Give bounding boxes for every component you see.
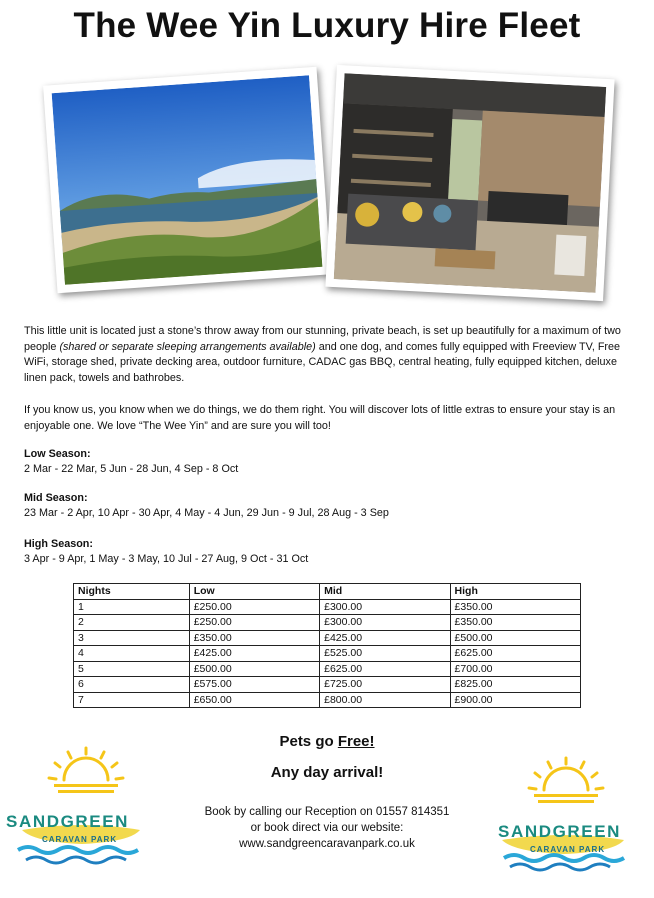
beach-photo xyxy=(43,67,331,294)
header-nights: Nights xyxy=(74,584,190,600)
description-paragraph-2: If you know us, you know when we do things, we do them right. You will discover lots of little extras to ensure your stay is an enjoyable one. We love “The Wee Yin” and are sure you will too! xyxy=(24,404,616,432)
description-italic-note: (shared or separate sleeping arrangements available) xyxy=(59,340,316,353)
pets-free-line xyxy=(160,733,494,750)
cell-high: £350.00 xyxy=(450,615,580,631)
pets-prefix: Pets go xyxy=(279,733,338,750)
contact-block xyxy=(160,804,494,852)
logo-sub: CARAVAN PARK xyxy=(42,835,118,844)
cell-mid: £625.00 xyxy=(320,661,450,677)
mid-season-dates: 23 Mar - 2 Apr, 10 Apr - 30 Apr, 4 May - 4 Jun, 29 Jun - 9 Jul, 28 Aug - 3 Sep xyxy=(24,507,389,519)
interior-photo xyxy=(325,65,614,301)
mid-season-label: Mid Season: xyxy=(24,492,88,504)
cell-low: £575.00 xyxy=(189,677,319,693)
table-row xyxy=(74,630,581,646)
high-season-dates: 3 Apr - 9 Apr, 1 May - 3 May, 10 Jul - 27 Aug, 9 Oct - 31 Oct xyxy=(24,553,309,565)
cell-low: £500.00 xyxy=(189,661,319,677)
cell-mid: £300.00 xyxy=(320,615,450,631)
sun-icon xyxy=(4,742,162,870)
cell-nights: 6 xyxy=(74,677,190,693)
header-low: Low xyxy=(189,584,319,600)
description-text: This little unit is located just a stone’s throw away from our stunning, private beach, is set up beautifully for a maximum of two people xyxy=(24,325,621,353)
cell-nights: 3 xyxy=(74,630,190,646)
sun-icon xyxy=(486,750,644,878)
contact-website-link[interactable]: www.sandgreencaravanpark.co.uk xyxy=(239,838,415,850)
table-row xyxy=(74,661,581,677)
cell-high: £825.00 xyxy=(450,677,580,693)
cell-low: £650.00 xyxy=(189,692,319,708)
table-row xyxy=(74,615,581,631)
cell-mid: £425.00 xyxy=(320,630,450,646)
price-table-header xyxy=(74,584,581,600)
cell-low: £250.00 xyxy=(189,599,319,615)
cell-low: £425.00 xyxy=(189,646,319,662)
cell-mid: £525.00 xyxy=(320,646,450,662)
sandgreen-logo-right xyxy=(486,750,644,878)
mid-season xyxy=(24,491,389,521)
high-season-label: High Season: xyxy=(24,538,93,550)
cell-high: £350.00 xyxy=(450,599,580,615)
description-text-cont: and one dog, and comes fully equipped with Freeview TV, Free WiFi, storage shed, private decking area, outdoor furniture, CADAC gas BBQ, central heating, fully equipped kitchen, deluxe linen pack, towels and bathrobes. xyxy=(24,340,621,384)
table-row xyxy=(74,646,581,662)
cell-nights: 4 xyxy=(74,646,190,662)
cell-high: £700.00 xyxy=(450,661,580,677)
cell-low: £350.00 xyxy=(189,630,319,646)
table-row xyxy=(74,692,581,708)
contact-website-intro: or book direct via our website: xyxy=(250,822,404,834)
price-table xyxy=(73,583,581,708)
sandgreen-logo-left xyxy=(4,742,162,870)
cell-mid: £300.00 xyxy=(320,599,450,615)
contact-phone-line: Book by calling our Reception on 01557 814351 xyxy=(204,806,450,818)
description-paragraph-1 xyxy=(24,324,632,386)
cell-high: £625.00 xyxy=(450,646,580,662)
cell-high: £500.00 xyxy=(450,630,580,646)
cell-nights: 1 xyxy=(74,599,190,615)
logo-name: SANDGREEN xyxy=(6,812,130,831)
table-row xyxy=(74,677,581,693)
page-title: The Wee Yin Luxury Hire Fleet xyxy=(73,6,581,45)
cell-nights: 7 xyxy=(74,692,190,708)
any-day-arrival: Any day arrival! xyxy=(270,764,384,781)
cell-low: £250.00 xyxy=(189,615,319,631)
header-high: High xyxy=(450,584,580,600)
cell-nights: 5 xyxy=(74,661,190,677)
logo-name: SANDGREEN xyxy=(498,822,622,841)
high-season xyxy=(24,537,308,567)
low-season xyxy=(24,447,238,477)
header-mid: Mid xyxy=(320,584,450,600)
low-season-label: Low Season: xyxy=(24,448,91,460)
pets-free: Free! xyxy=(337,733,375,750)
logo-sub: CARAVAN PARK xyxy=(530,845,606,854)
cell-mid: £725.00 xyxy=(320,677,450,693)
cell-high: £900.00 xyxy=(450,692,580,708)
table-row xyxy=(74,599,581,615)
low-season-dates: 2 Mar - 22 Mar, 5 Jun - 28 Jun, 4 Sep - 8 Oct xyxy=(24,463,239,475)
cell-mid: £800.00 xyxy=(320,692,450,708)
cell-nights: 2 xyxy=(74,615,190,631)
